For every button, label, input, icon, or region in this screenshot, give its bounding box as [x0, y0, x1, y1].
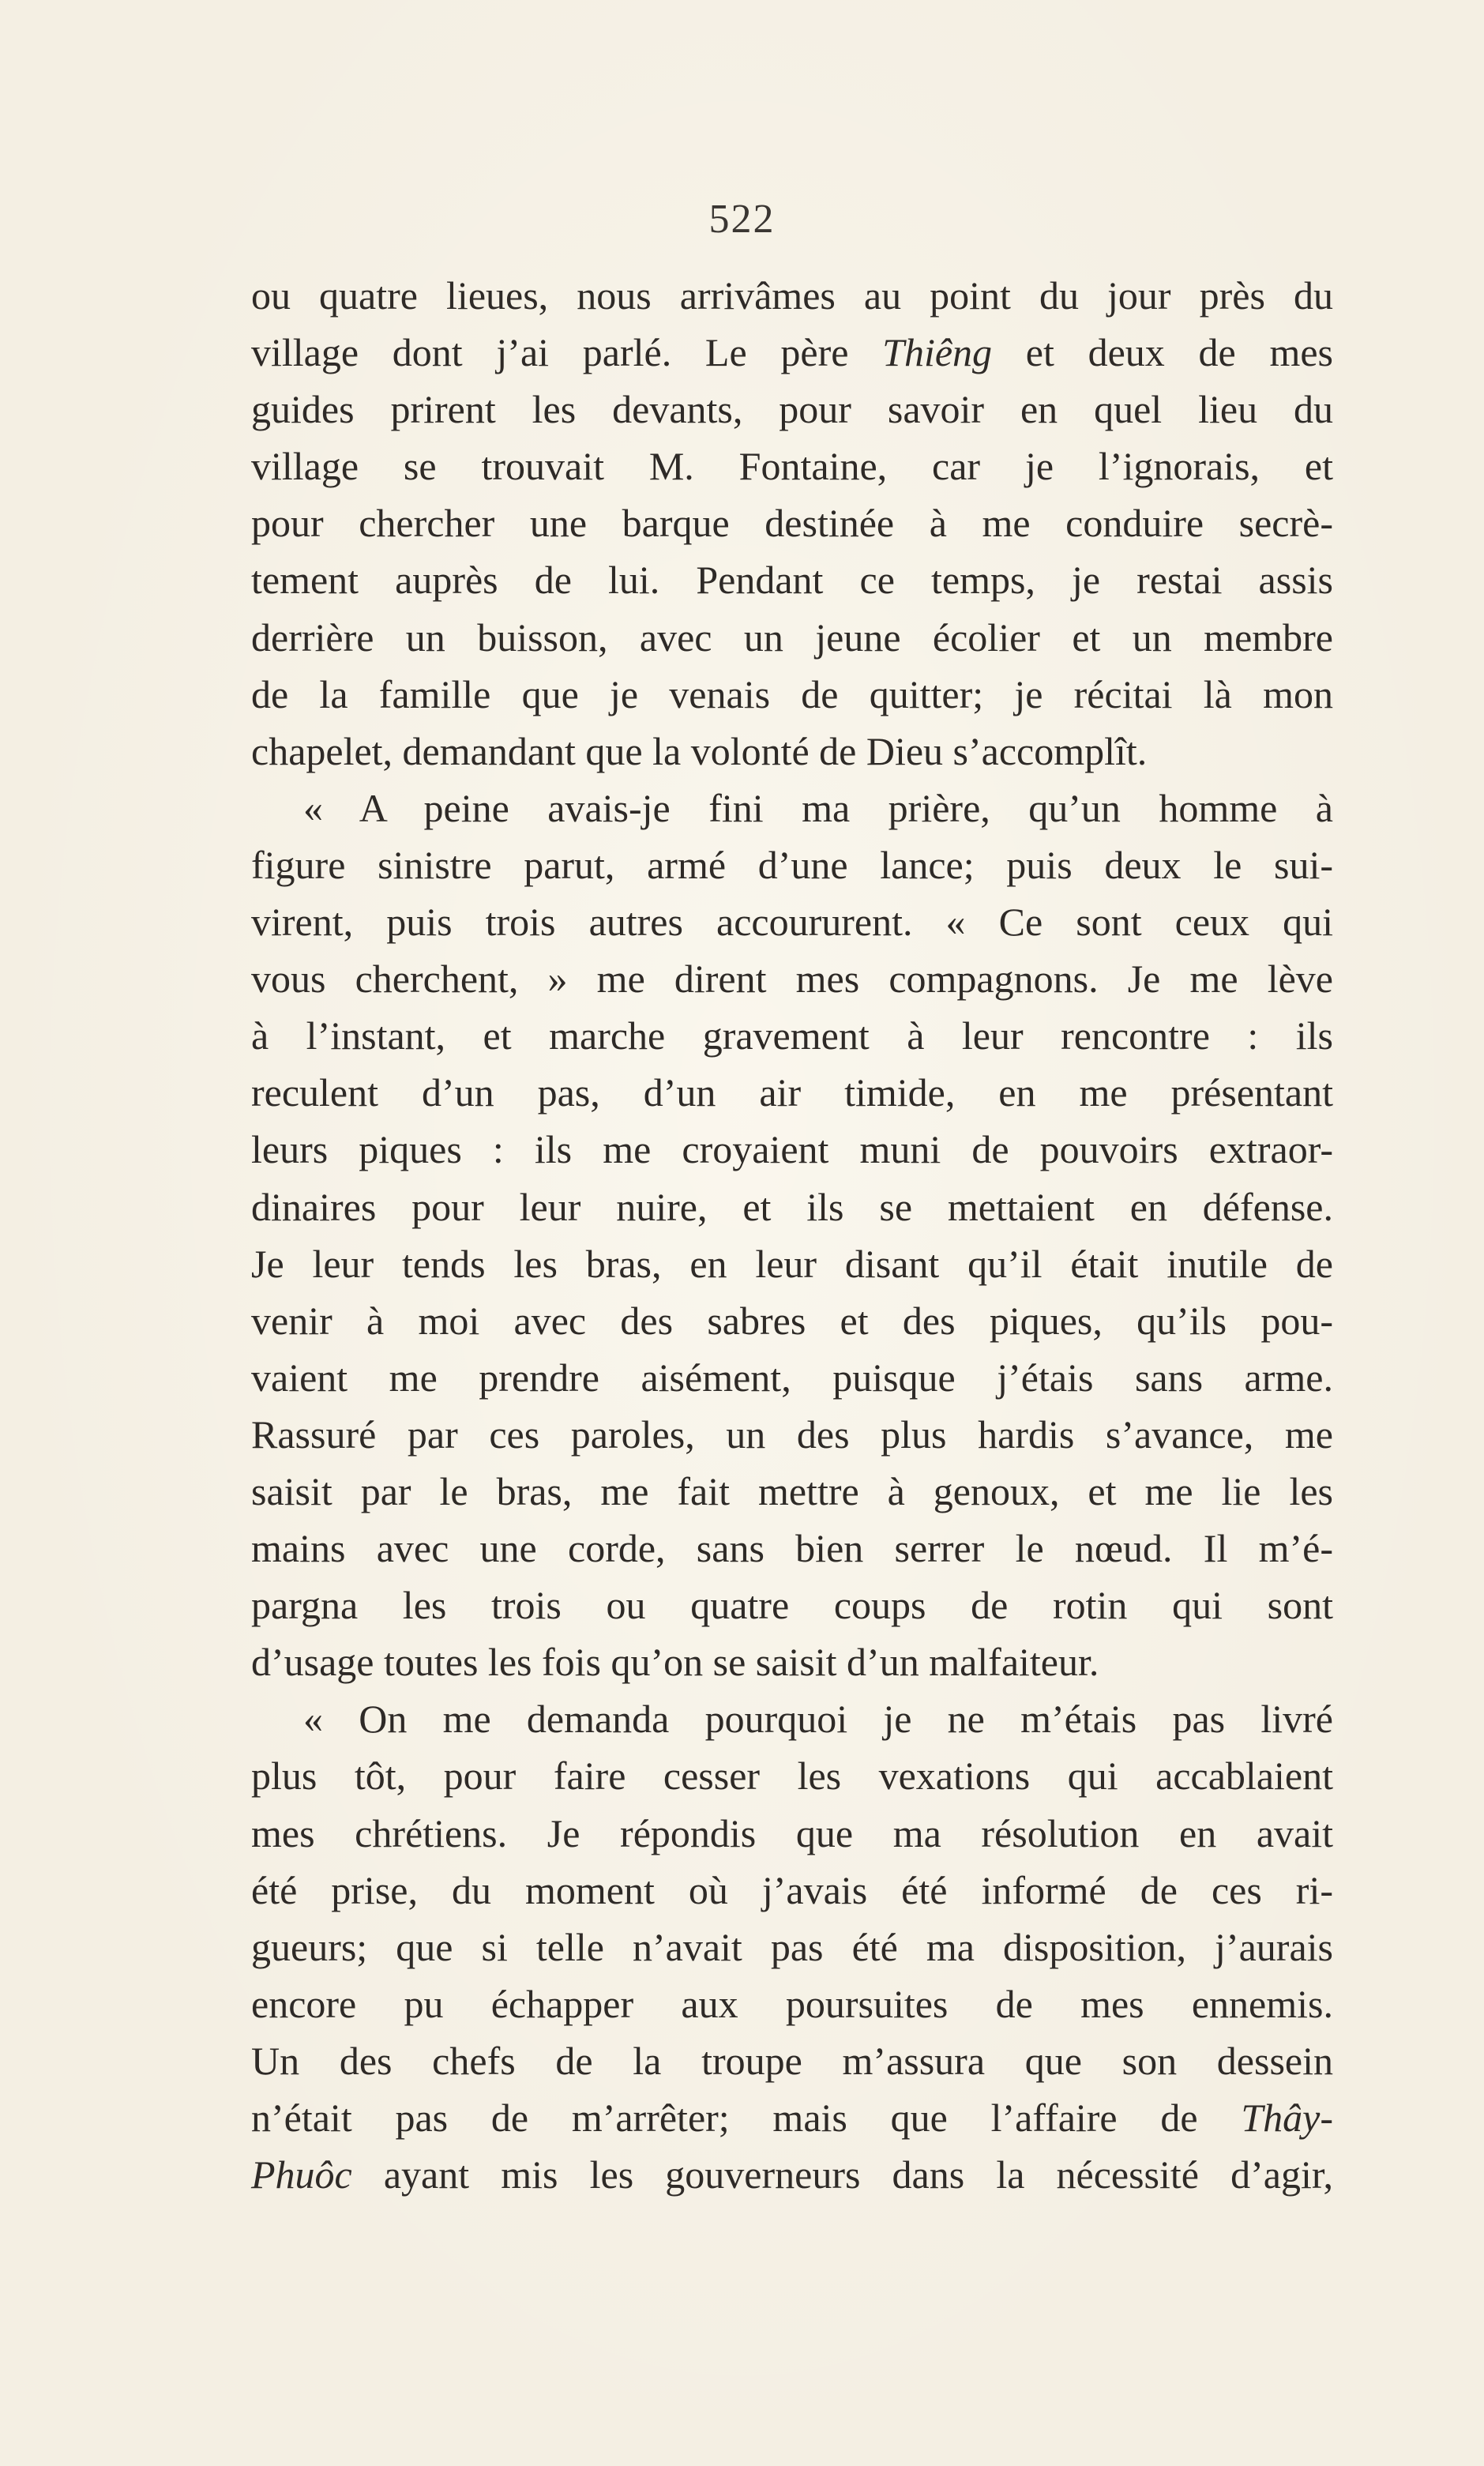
text-segment: « A peine avais-je fini ma prière, qu’un homme à: [303, 785, 1333, 830]
text-segment: d’usage toutes les fois qu’on se saisit d’un malfaiteur.: [251, 1640, 1099, 1685]
text-segment: ou quatre lieues, nous arrivâmes au point du jour près du: [251, 273, 1333, 318]
text-line: [251, 1349, 1333, 1406]
text-segment: village dont j’ai parlé. Le père: [251, 330, 883, 375]
text-line: [251, 1064, 1333, 1121]
text-segment: venir à moi avec des sabres et des piques, qu’ils pou-: [251, 1298, 1333, 1343]
text-line: [251, 1919, 1333, 1975]
text-segment: gueurs; que si telle n’avait pas été ma disposition, j’aurais: [251, 1924, 1333, 1969]
text-line: [251, 1633, 1333, 1690]
text-segment: à l’instant, et marche gravement à leur rencontre : ils: [251, 1013, 1333, 1058]
text-segment: derrière un buisson, avec un jeune écolier et un membre: [251, 615, 1333, 660]
text-line: [251, 267, 1333, 324]
text-line: [251, 1747, 1333, 1804]
text-segment: n’était pas de m’arrêter; mais que l’affaire de: [251, 2096, 1242, 2140]
text-segment: ayant mis les gouverneurs dans la nécessité d’agir,: [351, 2152, 1333, 2197]
italic-name: Thây-: [1241, 2096, 1333, 2140]
text-line: [251, 324, 1333, 381]
text-line: [251, 494, 1333, 551]
text-segment: vous cherchent, » me dirent mes compagnons. Je me lève: [251, 957, 1333, 1002]
text-line: [251, 836, 1333, 893]
body-text: [251, 267, 1333, 2203]
italic-name: Phuôc: [251, 2152, 352, 2197]
text-segment: virent, puis trois autres accoururent. « Ce sont ceux qui: [251, 900, 1333, 945]
page-number: 522: [708, 197, 776, 242]
text-segment: Je leur tends les bras, en leur disant qu’il était inutile de: [251, 1241, 1333, 1286]
text-line: [251, 2089, 1333, 2146]
text-segment: été prise, du moment où j’avais été informé de ces ri-: [251, 1867, 1333, 1912]
text-line: [251, 1178, 1333, 1235]
text-segment: mains avec une corde, sans bien serrer le nœud. Il m’é-: [251, 1526, 1333, 1571]
text-segment: Un des chefs de la troupe m’assura que son dessein: [251, 2038, 1333, 2083]
text-segment: leurs piques : ils me croyaient muni de pouvoirs extraor-: [251, 1127, 1333, 1172]
text-segment: de la famille que je venais de quitter; je récitai là mon: [251, 671, 1333, 716]
text-segment: dinaires pour leur nuire, et ils se mettaient en défense.: [251, 1184, 1333, 1229]
text-line: [251, 1235, 1333, 1292]
text-segment: pargna les trois ou quatre coups de rotin qui sont: [251, 1583, 1333, 1628]
text-segment: plus tôt, pour faire cesser les vexations qui accablaient: [251, 1754, 1333, 1799]
text-line: [251, 780, 1333, 836]
text-segment: chapelet, demandant que la volonté de Dieu s’accomplît.: [251, 728, 1148, 773]
text-line: [251, 2032, 1333, 2089]
text-line: [251, 1121, 1333, 1178]
text-line: [251, 1805, 1333, 1862]
text-line: [251, 1007, 1333, 1064]
text-line: [251, 1463, 1333, 1520]
text-segment: encore pu échapper aux poursuites de mes ennemis.: [251, 1981, 1333, 2026]
text-line: [251, 1975, 1333, 2032]
text-line: [251, 1690, 1333, 1747]
text-line: [251, 1862, 1333, 1919]
text-line: [251, 438, 1333, 494]
text-line: [251, 381, 1333, 438]
text-segment: Rassuré par ces paroles, un des plus hardis s’avance, me: [251, 1412, 1333, 1457]
text-line: [251, 609, 1333, 666]
text-segment: reculent d’un pas, d’un air timide, en me présentant: [251, 1070, 1333, 1115]
text-line: [251, 2146, 1333, 2203]
text-line: [251, 950, 1333, 1007]
text-segment: saisit par le bras, me fait mettre à genoux, et me lie les: [251, 1468, 1333, 1513]
text-line: [251, 1406, 1333, 1463]
text-line: [251, 1520, 1333, 1577]
text-segment: guides prirent les devants, pour savoir en quel lieu du: [251, 387, 1333, 432]
text-segment: tement auprès de lui. Pendant ce temps, je restai assis: [251, 558, 1333, 603]
text-line: [251, 1292, 1333, 1349]
text-segment: village se trouvait M. Fontaine, car je l’ignorais, et: [251, 444, 1333, 489]
text-segment: vaient me prendre aisément, puisque j’étais sans arme.: [251, 1355, 1333, 1400]
text-line: [251, 551, 1333, 608]
text-segment: pour chercher une barque destinée à me conduire secrè-: [251, 501, 1333, 546]
text-line: [251, 1577, 1333, 1633]
text-line: [251, 723, 1333, 780]
text-segment: « On me demanda pourquoi je ne m’étais pas livré: [303, 1697, 1333, 1742]
italic-name: Thiêng: [882, 330, 993, 375]
text-segment: et deux de mes: [992, 330, 1333, 375]
text-segment: mes chrétiens. Je répondis que ma résolution en avait: [251, 1810, 1333, 1855]
text-line: [251, 893, 1333, 950]
text-segment: figure sinistre parut, armé d’une lance; puis deux le sui-: [251, 842, 1333, 887]
text-line: [251, 666, 1333, 723]
